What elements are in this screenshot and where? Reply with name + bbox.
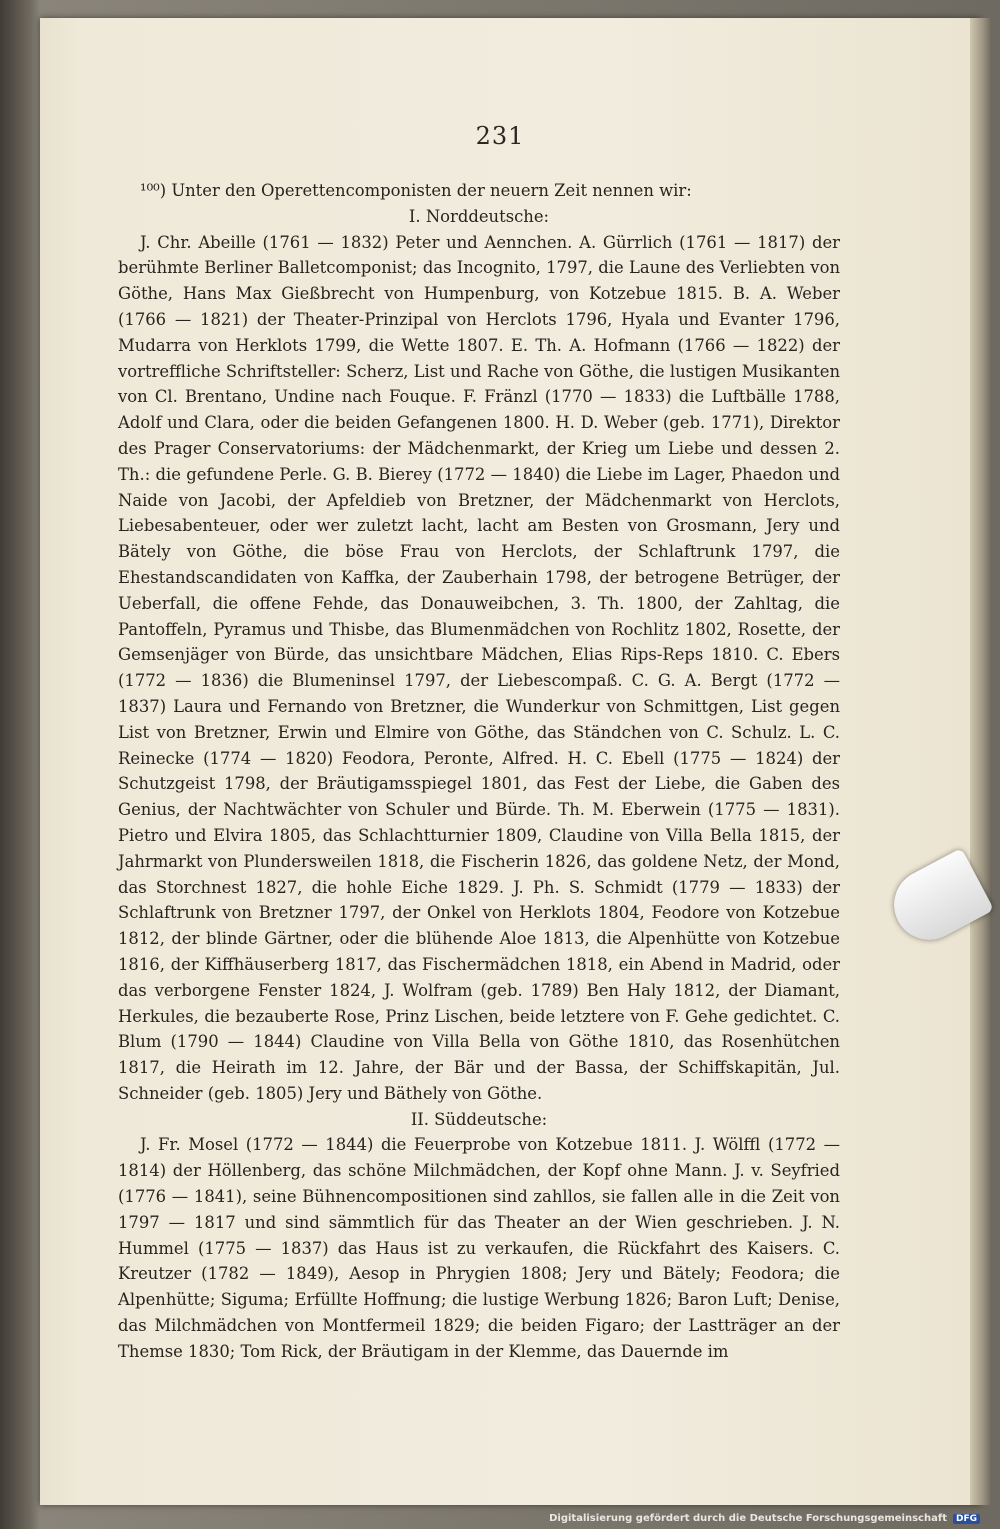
footnote-intro: ¹⁰⁰) Unter den Operettencomponisten der neuern Zeit nennen wir: <box>140 181 692 200</box>
footer-credit-text: Digitalisierung gefördert durch die Deutsche Forschungsgemeinschaft <box>549 1513 947 1524</box>
page-edge <box>970 18 992 1505</box>
page-number: 231 <box>475 122 525 150</box>
body-text <box>118 178 840 1365</box>
dfg-logo: DFG <box>953 1514 980 1524</box>
footer-credit <box>549 1513 980 1524</box>
paragraph-sueddeutsche: J. Fr. Mosel (1772 — 1844) die Feuerprobe von Kotzebue 1811. J. Wölffl (1772 — 1814) der Höllenberg, das schöne Milchmädchen, der Kopf ohne Mann. J. v. Seyfried (1776 — 1841), seine Bühnencompositionen sind zahllos, sie fallen alle in die Zeit von 1797 — 1817 und sind sämmtlich für das Theater an der Wien geschrieben. J. N. Hummel (1775 — 1837) das Haus ist zu verkaufen, die Rückfahrt des Kaisers. C. Kreutzer (1782 — 1849), Aesop in Phrygien 1808; Jery und Bätely; Feodora; die Alpenhütte; Siguma; Erfüllte Hoffnung; die lustige Werbung 1826; Baron Luft; Denise, das Milchmädchen von Montfermeil 1829; die beiden Figaro; der Lastträger an der Themse 1830; Tom Rick, der Bräutigam in der Klemme, das Dauernde im <box>118 1135 840 1361</box>
section-heading-norddeutsche: I. Norddeutsche: <box>408 206 550 226</box>
section-heading-sueddeutsche: II. Süddeutsche: <box>410 1109 548 1129</box>
paragraph-norddeutsche: J. Chr. Abeille (1761 — 1832) Peter und Aennchen. A. Gürrlich (1761 — 1817) der berühmte Berliner Balletcomponist; das Incognito, 1797, die Laune des Verliebten von Göthe, Hans Max Gießbrecht von Humpenburg, von Kotzebue 1815. B. A. Weber (1766 — 1821) der Theater-Prinzipal von Herclots 1796, Hyala und Evanter 1796, Mudarra von Herklots 1799, die Wette 1807. E. Th. A. Hofmann (1766 — 1822) der vortreffliche Schriftsteller: Scherz, List und Rache von Göthe, die lustigen Musikanten von Cl. Brentano, Undine nach Fouque. F. Fränzl (1770 — 1833) die Luftbälle 1788, Adolf und Clara, oder die beiden Gefangenen 1800. H. D. Weber (geb. 1771), Direktor des Prager Conservatoriums: der Mädchenmarkt, der Krieg um Liebe und dessen 2. Th.: die gefundene Perle. G. B. Bierey (1772 — 1840) die Liebe im Lager, Phaedon und Naide von Jacobi, der Apfeldieb von Bretzner, der Mädchenmarkt von Herclots, Liebesabenteuer, oder wer zuletzt lacht, lacht am Besten von Grosmann, Jery und Bätely von Göthe, die böse Frau von Herclots, der Schlaftrunk 1797, die Ehestandscandidaten von Kaffka, der Zauberhain 1798, der betrogene Betrüger, der Ueberfall, die offene Fehde, das Donauweibchen, 3. Th. 1800, der Zahltag, die Pantoffeln, Pyramus und Thisbe, das Blumenmädchen von Rochlitz 1802, Rosette, der Gemsenjäger von Bürde, das unsichtbare Mädchen, Elias Rips-Reps 1810. C. Ebers (1772 — 1836) die Blumeninsel 1797, der Liebescompaß. C. G. A. Bergt (1772 — 1837) Laura und Fernando von Bretzner, die Wunderkur von Schmittgen, List gegen List von Bretzner, Erwin und Elmire von Göthe, das Ständchen von C. Schulz. L. C. Reinecke (1774 — 1820) Feodora, Peronte, Alfred. H. C. Ebell (1775 — 1824) der Schutzgeist 1798, der Bräutigamsspiegel 1801, das Fest der Liebe, die Gaben des Genius, der Nachtwächter von Schuler und Bürde. Th. M. Eberwein (1775 — 1831). Pietro und Elvira 1805, das Schlachtturnier 1809, Claudine von Villa Bella 1815, der Jahrmarkt von Plundersweilen 1818, die Fischerin 1826, das goldene Netz, der Mond, das Storchnest 1827, die hohle Eiche 1829. J. Ph. S. Schmidt (1779 — 1833) der Schlaftrunk von Bretzner 1797, der Onkel von Herklots 1804, Feodore von Kotzebue 1812, der blinde Gärtner, oder die blühende Aloe 1813, die Alpenhütte von Kotzebue 1816, der Kiffhäuserberg 1817, das Fischermädchen 1818, ein Abend in Madrid, oder das verborgene Fenster 1824, J. Wolfram (geb. 1789) Ben Haly 1812, der Diamant, Herkules, die bezauberte Rose, Prinz Lischen, beide letztere von F. Gehe gedichtet. C. Blum (1790 — 1844) Claudine von Villa Bella von Göthe 1810, das Rosenhütchen 1817, die Heirath im 12. Jahre, der Bär und der Bassa, der Schiffskapitän, Jul. Schneider (geb. 1805) Jery und Bäthely von Göthe. <box>118 232 840 1103</box>
